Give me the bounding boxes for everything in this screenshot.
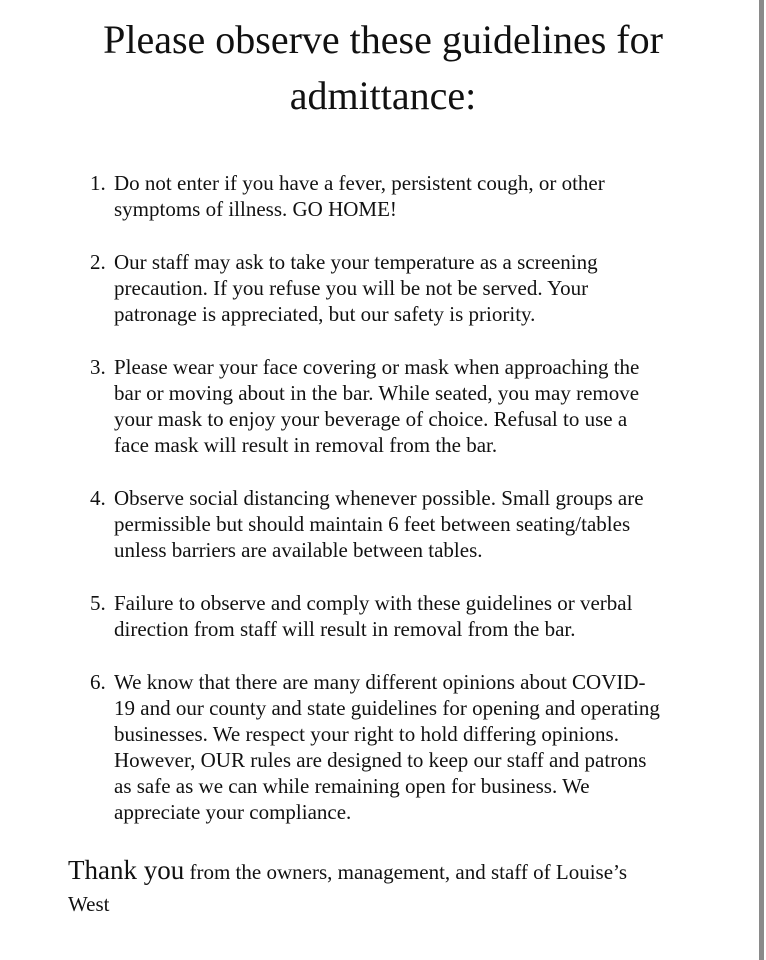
guideline-text-line: Do not enter if you have a fever, persistent cough, or other	[114, 171, 605, 195]
guideline-number: 3.	[90, 355, 106, 379]
guideline-text-line: However, OUR rules are designed to keep our staff and patrons	[114, 748, 647, 772]
guideline-text-line: Observe social distancing whenever possible. Small groups are	[114, 486, 644, 510]
guideline-2	[90, 249, 710, 327]
guideline-text-line: symptoms of illness. GO HOME!	[114, 197, 397, 221]
title-line-1: Please observe these guidelines for	[103, 17, 663, 62]
closing-line-1	[68, 852, 708, 893]
page-edge	[759, 0, 764, 960]
guideline-text-line: appreciate your compliance.	[114, 800, 352, 824]
guideline-5	[90, 590, 710, 642]
closing-message	[68, 852, 708, 915]
guideline-text-line: patronage is appreciated, but our safety is priority.	[114, 302, 536, 326]
guideline-text-line: precaution. If you refuse you will be not be served. Your	[114, 276, 589, 300]
guideline-number: 6.	[90, 670, 106, 694]
guideline-text-line: bar or moving about in the bar. While seated, you may remove	[114, 381, 640, 405]
guidelines-list	[90, 170, 710, 825]
guideline-text-line: unless barriers are available between tables.	[114, 538, 483, 562]
guideline-4	[90, 485, 710, 563]
guideline-text-line: as safe as we can while remaining open for business. We	[114, 774, 590, 798]
guideline-text-line: your mask to enjoy your beverage of choice. Refusal to use a	[114, 407, 628, 431]
closing-line-2: West	[68, 892, 110, 916]
guideline-text-line: face mask will result in removal from the bar.	[114, 433, 498, 457]
guideline-text-line: We know that there are many different opinions about COVID-	[114, 670, 646, 694]
guideline-text-line: 19 and our county and state guidelines for opening and operating	[114, 696, 660, 720]
closing-lead: Thank you	[68, 855, 185, 885]
guideline-text-line: Our staff may ask to take your temperature as a screening	[114, 250, 598, 274]
guideline-text-line: direction from staff will result in removal from the bar.	[114, 617, 576, 641]
page-title	[0, 12, 766, 124]
guideline-text-line: businesses. We respect your right to hold differing opinions.	[114, 722, 619, 746]
guideline-number: 5.	[90, 591, 106, 615]
guideline-text-line: permissible but should maintain 6 feet between seating/tables	[114, 512, 631, 536]
title-line-2: admittance:	[289, 73, 477, 118]
guideline-6	[90, 669, 710, 825]
closing-rest: from the owners, management, and staff of Louise’s	[184, 860, 628, 884]
guideline-3	[90, 354, 710, 458]
guideline-text-line: Please wear your face covering or mask when approaching the	[114, 355, 640, 379]
guideline-1	[90, 170, 710, 222]
guideline-text-line: Failure to observe and comply with these guidelines or verbal	[114, 591, 633, 615]
guideline-number: 4.	[90, 486, 106, 510]
guideline-number: 1.	[90, 171, 106, 195]
guideline-number: 2.	[90, 250, 106, 274]
